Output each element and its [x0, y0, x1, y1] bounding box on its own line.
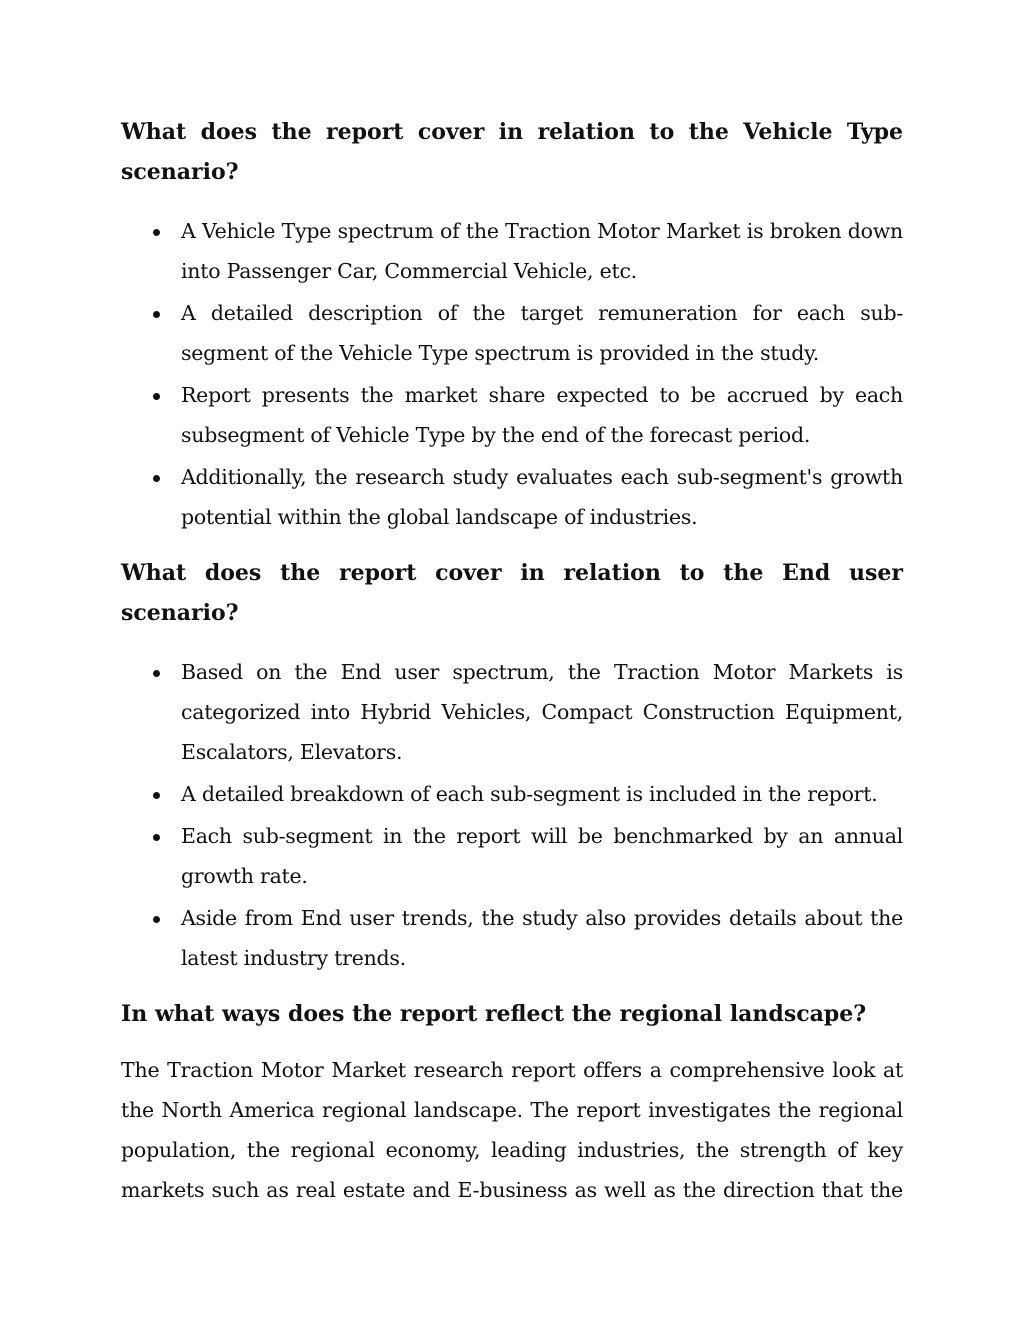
bullet-icon: [153, 393, 160, 400]
document-page: [121, 112, 903, 1210]
list-item: [121, 774, 903, 814]
list-item: [121, 211, 903, 291]
list-item: [121, 898, 903, 978]
list-item: [121, 652, 903, 772]
bullet-icon: [153, 475, 160, 482]
list-item-text: A detailed description of the target remuneration for each sub-segment of the Vehicle Type spectrum is provided in the study.: [181, 301, 903, 365]
section-heading-vehicle-type: What does the report cover in relation to the Vehicle Type scenario?: [121, 119, 903, 185]
list-item: [121, 293, 903, 373]
bullet-list-end-user: [121, 652, 903, 978]
list-item: [121, 816, 903, 896]
list-item-text: Report presents the market share expected to be accrued by each subsegment of Vehicle Type by the end of the forecast period.: [181, 383, 903, 447]
regional-paragraph: The Traction Motor Market research report offers a comprehensive look at the North America regional landscape. The report investigates the regional population, the regional economy, leading industries, the strength of key markets such as real estate and E-business as well as the direction that the: [121, 1058, 903, 1202]
bullet-icon: [153, 916, 160, 923]
section-heading-regional: In what ways does the report reflect the regional landscape?: [121, 1001, 867, 1027]
list-item: [121, 457, 903, 537]
list-item-text: Additionally, the research study evaluates each sub-segment's growth potential within the global landscape of industries.: [181, 465, 903, 529]
list-item-text: A detailed breakdown of each sub-segment is included in the report.: [181, 782, 878, 806]
list-item-text: A Vehicle Type spectrum of the Traction Motor Market is broken down into Passenger Car, Commercial Vehicle, etc.: [181, 219, 903, 283]
bullet-icon: [153, 792, 160, 799]
bullet-icon: [153, 670, 160, 677]
bullet-icon: [153, 311, 160, 318]
list-item-text: Aside from End user trends, the study also provides details about the latest industry trends.: [181, 906, 903, 970]
bullet-icon: [153, 834, 160, 841]
bullet-icon: [153, 229, 160, 236]
list-item: [121, 375, 903, 455]
list-item-text: Based on the End user spectrum, the Traction Motor Markets is categorized into Hybrid Vehicles, Compact Construction Equipment, Escalators, Elevators.: [181, 660, 903, 764]
bullet-list-vehicle-type: [121, 211, 903, 537]
section-heading-end-user: What does the report cover in relation to the End user scenario?: [121, 560, 903, 626]
list-item-text: Each sub-segment in the report will be benchmarked by an annual growth rate.: [181, 824, 903, 888]
